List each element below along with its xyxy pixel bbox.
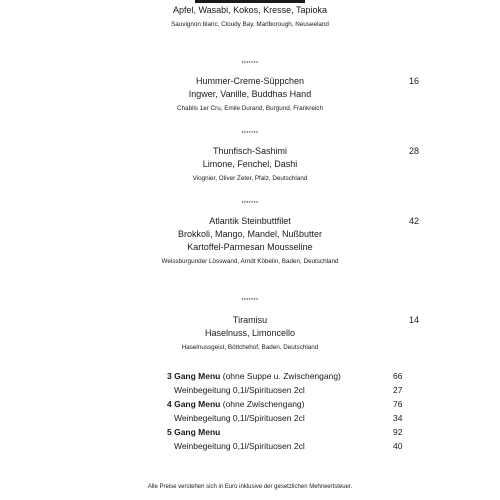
set-menu-price: 76 [393, 399, 403, 409]
set-menu-name: 5 Gang Menu [167, 427, 221, 437]
separator: ******* [241, 201, 259, 207]
course-description: Apfel, Wasabi, Kokos, Kresse, Tapioka [172, 5, 328, 15]
course-description: Ingwer, Vanille, Buddhas Hand [188, 89, 312, 99]
course-description: Haselnuss, Limoncello [204, 328, 296, 338]
course-cut-off [0, 4, 500, 30]
set-menu-5 [167, 426, 220, 438]
wine-pairing: Chablis 1er Cru, Emile Durand, Burgund, Frankreich [177, 105, 323, 112]
set-menu-name: 3 Gang Menu [167, 371, 221, 381]
course-price: 28 [409, 146, 420, 156]
course-description: Limone, Fenchel, Dashi [202, 159, 298, 169]
course-item [0, 314, 500, 353]
separator: ******* [241, 298, 259, 304]
course-title: Hummer-Creme-Süppchen [195, 76, 305, 86]
wine-pairing: Weissburgunder Lösswand, Arndt Köbelin, Baden, Deutschland [161, 258, 339, 265]
wine-pairing-price: 27 [393, 385, 403, 395]
course-price: 42 [409, 216, 420, 226]
wine-pairing: Viognier, Oliver Zeter, Pfalz, Deutschland [192, 175, 308, 182]
course-item [0, 145, 500, 184]
course-description-2: Kartoffel-Parmesan Mousseline [187, 242, 313, 252]
wine-pairing-price: 40 [393, 441, 403, 451]
course-title: Tiramisu [232, 315, 268, 325]
course-item [0, 215, 500, 267]
footer-note: Alle Preise verstehen sich in Euro inklusive der gesetzlichen Mehrwertsteuer. [147, 484, 353, 490]
course-title: Thunfisch-Sashimi [212, 146, 288, 156]
course-item [0, 75, 500, 114]
set-menu-price: 92 [393, 427, 403, 437]
wine-pairing-price: 34 [393, 413, 403, 423]
course-title: Atlantik Steinbuttfilet [209, 216, 291, 226]
separator: ******* [241, 131, 259, 137]
set-menu-3 [167, 370, 341, 382]
wine-pairing: Haselnussgeist, Böttchehof, Baden, Deutschland [181, 344, 319, 351]
wine-pairing: Sauvignon blanc, Cloudy Bay, Marlborough, Neuseeland [171, 21, 329, 28]
wine-pairing-row: Weinbegeitung 0,1l/Spirituosen 2cl [174, 413, 305, 423]
wine-pairing-row: Weinbegeitung 0,1l/Spirituosen 2cl [174, 441, 305, 451]
course-description: Brokkoli, Mango, Mandel, Nußbutter [177, 229, 323, 239]
set-menu-price: 66 [393, 371, 403, 381]
course-price: 16 [409, 76, 420, 86]
set-menu-note: (ohne Zwischengang) [222, 399, 305, 409]
wine-pairing-row: Weinbegeitung 0,1l/Spirituosen 2cl [174, 385, 305, 395]
set-menu-note: (ohne Suppe u. Zwischengang) [222, 371, 341, 381]
set-menu-4 [167, 398, 305, 410]
course-price: 14 [409, 315, 420, 325]
set-menu-name: 4 Gang Menu [167, 399, 221, 409]
separator: ******* [241, 61, 259, 67]
